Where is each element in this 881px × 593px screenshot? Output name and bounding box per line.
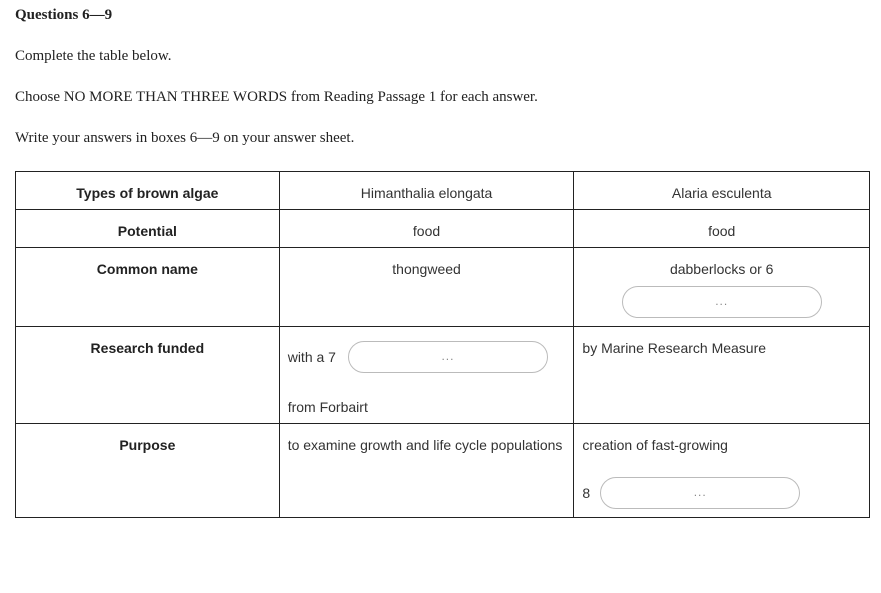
cell-alaria-research: by Marine Research Measure (574, 327, 870, 424)
instruction-answer-boxes: Write your answers in boxes 6—9 on your answer sheet. (15, 130, 355, 146)
instruction-complete-table: Complete the table below. (15, 48, 172, 64)
instruction-word-limit: Choose NO MORE THAN THREE WORDS from Reading Passage 1 for each answer. (15, 89, 538, 105)
research-suffix-text: from Forbairt (287, 399, 368, 415)
row-label-research-funded: Research funded (16, 327, 280, 424)
cell-alaria-potential: food (574, 210, 870, 248)
completion-table (15, 171, 870, 518)
table-row-common-name (16, 248, 870, 327)
cell-himanthalia-header: Himanthalia elongata (279, 172, 574, 210)
cell-alaria-common-name (574, 248, 870, 327)
purpose-answer-row (582, 477, 861, 509)
cell-himanthalia-potential: food (279, 210, 574, 248)
table-row-purpose (16, 424, 870, 518)
cell-alaria-purpose (574, 424, 870, 518)
row-label-potential: Potential (16, 210, 280, 248)
questions-heading: Questions 6—9 (15, 7, 113, 23)
row-label-types: Types of brown algae (16, 172, 280, 210)
table-row-research-funded (16, 327, 870, 424)
cell-himanthalia-purpose: to examine growth and life cycle populations (279, 424, 574, 518)
row-label-common-name: Common name (16, 248, 280, 327)
purpose-text: creation of fast-growing (582, 437, 728, 453)
cell-himanthalia-research (279, 327, 574, 424)
question-number-8: 8 (582, 485, 591, 501)
answer-input-8[interactable]: ... (600, 477, 800, 509)
answer-input-6[interactable]: ... (622, 286, 822, 318)
row-label-purpose: Purpose (16, 424, 280, 518)
research-prefix-text: with a 7 (287, 349, 336, 365)
answer-input-7[interactable]: ... (348, 341, 548, 373)
common-name-text: dabberlocks or 6 (669, 261, 774, 277)
cell-himanthalia-common-name: thongweed (279, 248, 574, 327)
cell-alaria-header: Alaria esculenta (574, 172, 870, 210)
table-row-potential (16, 210, 870, 248)
table-row-header (16, 172, 870, 210)
research-answer-row (288, 341, 566, 373)
